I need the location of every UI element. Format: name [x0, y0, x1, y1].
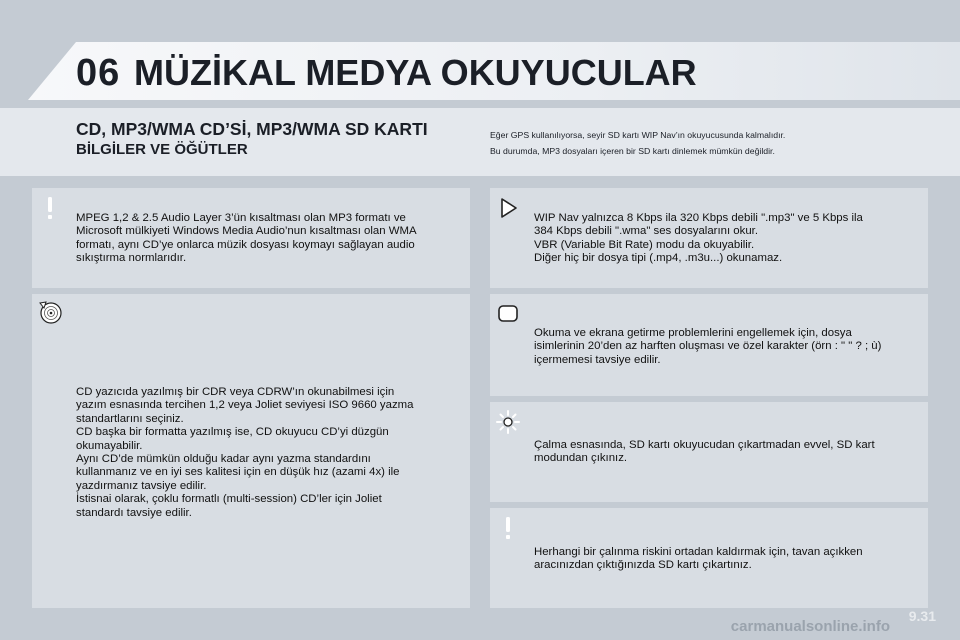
exclamation-icon — [494, 514, 522, 542]
rounded-square-icon — [494, 300, 522, 328]
panel-sdcard-text: Çalma esnasında, SD kartı okuyucudan çıkartmadan evvel, SD kart modundan çıkınız. — [534, 439, 875, 465]
panel-danger-text: Herhangi bir çalınma riskini ortadan kaldırmak için, tavan açıkken aracınızdan çıktığınızda SD kartı çıkartınız. — [534, 546, 863, 572]
page-number: 9.31 — [908, 608, 936, 624]
panel-bitrate-text: WIP Nav yalnızca 8 Kbps ila 320 Kbps debili ".mp3" ve 5 Kbps ila 384 Kbps debili ".wma" ses dosyalarını okur. VBR (Variable Bit Rate) modu da okuyabilir. Diğer hiç bir dosya tipi (.mp4, .m3u...) okunamaz. — [534, 212, 863, 265]
section-subtitle: BİLGİLER VE ÖĞÜTLER — [76, 141, 248, 158]
gps-note-line-1: Eğer GPS kullanılıyorsa, seyir SD kartı WIP Nav’ın okuyucusunda kalmalıdır. — [490, 130, 786, 140]
panel-filenames-text: Okuma ve ekrana getirme problemlerini engellemek için, dosya isimlerinin 20’den az harften oluşması ve özel karakter (örn : " " ? ; ù) içermemesi tavsiye edilir. — [534, 327, 882, 366]
play-triangle-icon — [494, 194, 522, 222]
gps-note — [490, 127, 930, 159]
disc-icon — [36, 298, 64, 326]
watermark: carmanualsonline.info — [730, 618, 890, 635]
panel-mpeg-text: MPEG 1,2 & 2.5 Audio Layer 3’ün kısaltması olan MP3 formatı ve Microsoft mülkiyeti Windows Media Audio’nun kısaltması olan WMA formatı, aynı CD’ye onlarca müzik dosyası koymayı sağlayan audio sıkıştırma normlarıdır. — [76, 212, 417, 265]
panel-cd-text: CD yazıcıda yazılmış bir CDR veya CDRW’ın okunabilmesi için yazım esnasında tercihen 1,2 veya Joliet seviyesi ISO 9660 yazma standartlarını seçiniz. CD başka bir formatta yazılmış ise, CD okuyucu CD’yi düzgün okumayabilir. Aynı CD’de mümkün olduğu kadar aynı yazma standardını kullanmanız ve en iyi ses kalitesi için en düşük hız (azami 4x) ile yazdırmanız tavsiye edilir. İstisnai olarak, çoklu formatlı (multi-session) CD’ler için Joliet standardı tavsiye edilir. — [76, 386, 414, 519]
page-title: MÜZİKAL MEDYA OKUYUCULAR — [134, 52, 697, 93]
gps-note-line-2: Bu durumda, MP3 dosyaları içeren bir SD kartı dinlemek mümkün değildir. — [490, 146, 775, 156]
section-title: CD, MP3/WMA CD’Sİ, MP3/WMA SD KARTI — [76, 119, 428, 139]
chapter-number: 06 — [76, 52, 121, 94]
sun-icon — [494, 408, 522, 436]
exclamation-icon — [36, 194, 64, 222]
